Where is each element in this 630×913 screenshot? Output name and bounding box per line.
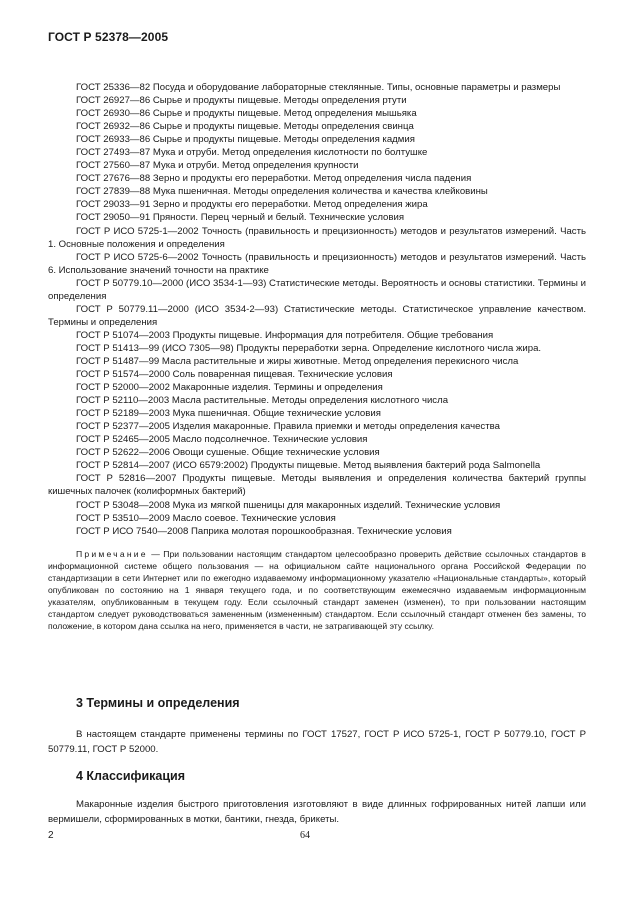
reference-item: ГОСТ 26933—86 Сырье и продукты пищевые. Методы определения кадмия [76, 134, 415, 146]
reference-item: ГОСТ Р 51574—2000 Соль поваренная пищевая. Технические условия [76, 369, 393, 381]
reference-item: ГОСТ Р ИСО 5725-6—2002 Точность (правильность и прецизионность) методов и результатов измерений. Часть 6. Использование значений точности на практике [48, 251, 586, 276]
reference-item: ГОСТ Р 52622—2006 Овощи сушеные. Общие технические условия [76, 447, 380, 459]
note-label: Примечание [76, 548, 148, 559]
section-3-text: В настоящем стандарте применены термины по ГОСТ 17527, ГОСТ Р ИСО 5725-1, ГОСТ Р 50779.10, ГОСТ Р 50779.11, ГОСТ Р 52000. [48, 729, 586, 755]
reference-item: ГОСТ Р 51413—99 (ИСО 7305—98) Продукты переработки зерна. Определение кислотного числа жира. [76, 342, 542, 354]
reference-item: ГОСТ 26932—86 Сырье и продукты пищевые. Методы определения свинца [76, 121, 414, 133]
page-number-left: 2 [48, 830, 54, 841]
normative-references [48, 81, 586, 632]
reference-item: ГОСТ Р 52816—2007 Продукты пищевые. Методы выявления и определения количества бактерий группы кишечных палочек (колиформных бактерий) [48, 473, 586, 498]
reference-item: ГОСТ 25336—82 Посуда и оборудование лабораторные стеклянные. Типы, основные параметры и размеры [76, 82, 561, 93]
reference-item: ГОСТ Р 52377—2005 Изделия макаронные. Правила приемки и методы определения качества [76, 421, 500, 433]
reference-item: ГОСТ 27676—88 Зерно и продукты его переработки. Метод определения числа падения [76, 173, 472, 185]
note-paragraph [48, 548, 586, 632]
reference-item: ГОСТ Р 50779.10—2000 (ИСО 3534-1—93) Статистические методы. Вероятность и основы статистики. Термины и определения [48, 277, 586, 302]
reference-item: ГОСТ 27839—88 Мука пшеничная. Методы определения количества и качества клейковины [76, 186, 488, 198]
reference-item: ГОСТ Р 52814—2007 (ИСО 6579:2002) Продукты пищевые. Метод выявления бактерий рода Salmonella [76, 460, 541, 472]
reference-item: ГОСТ Р 51074—2003 Продукты пищевые. Информация для потребителя. Общие требования [76, 329, 494, 341]
section-3-heading: 3 Термины и определения [76, 696, 240, 710]
reference-item: ГОСТ 29050—91 Пряности. Перец черный и белый. Технические условия [76, 212, 405, 224]
page-number-center: 64 [300, 830, 310, 841]
reference-item: ГОСТ Р 53510—2009 Масло соевое. Технические условия [76, 512, 336, 524]
reference-item: ГОСТ 26930—86 Сырье и продукты пищевые. Метод определения мышьяка [76, 108, 417, 120]
reference-item: ГОСТ Р 52110—2003 Масла растительные. Методы определения кислотного числа [76, 395, 449, 407]
reference-item: ГОСТ Р 52465—2005 Масло подсолнечное. Технические условия [76, 434, 368, 446]
reference-item: ГОСТ 27560—87 Мука и отруби. Метод определения крупности [76, 160, 359, 172]
reference-item: ГОСТ Р 53048—2008 Мука из мягкой пшеницы для макаронных изделий. Технические условия [76, 499, 501, 511]
reference-item: ГОСТ Р ИСО 5725-1—2002 Точность (правильность и прецизионность) методов и результатов измерений. Часть 1. Основные положения и определения [48, 225, 586, 250]
document-header: ГОСТ Р 52378—2005 [48, 30, 169, 44]
section-4-heading: 4 Классификация [76, 769, 186, 783]
section-4-text: Макаронные изделия быстрого приготовления изготовляют в виде длинных гофрированных нитей лапши или вермишели, сформированных в мотки, бантики, гнезда, брикеты. [48, 799, 586, 825]
note-text: — При пользовании настоящим стандартом целесообразно проверить действие ссылочных стандартов в информационной системе общего пользования — на официальном сайте национального органа Российской Федерации по стандартизации в сети Интернет или по ежегодно издаваемому информационному указателю «Национальные стандарты», который опубликован по состоянию на 1 января текущего года, и по соответствующим ежемесячно издаваемым информационным указателям, опубликованным в текущем году. Если ссылочный стандарт заменен (изменен), то при пользовании настоящим стандартом следует руководствоваться замененным (измененным) стандартом. Если ссылочный стандарт отменен без замены, то положение, в котором дана ссылка на него, применяется в части, не затрагивающей эту ссылку. [48, 548, 586, 631]
reference-item: ГОСТ Р ИСО 7540—2008 Паприка молотая порошкообразная. Технические условия [76, 525, 452, 537]
reference-item: ГОСТ 26927—86 Сырье и продукты пищевые. Методы определения ртути [76, 95, 407, 107]
reference-item: ГОСТ 29033—91 Зерно и продукты его переработки. Метод определения жира [76, 199, 428, 211]
reference-item: ГОСТ Р 52189—2003 Мука пшеничная. Общие технические условия [76, 408, 381, 420]
reference-item: ГОСТ Р 52000—2002 Макаронные изделия. Термины и определения [76, 382, 383, 394]
reference-item: ГОСТ Р 51487—99 Масла растительные и жиры животные. Метод определения перекисного числа [76, 355, 519, 367]
reference-item: ГОСТ Р 50779.11—2000 (ИСО 3534-2—93) Статистические методы. Статистическое управление качеством. Термины и определения [48, 303, 586, 328]
reference-item: ГОСТ 27493—87 Мука и отруби. Метод определения кислотности по болтушке [76, 147, 428, 159]
